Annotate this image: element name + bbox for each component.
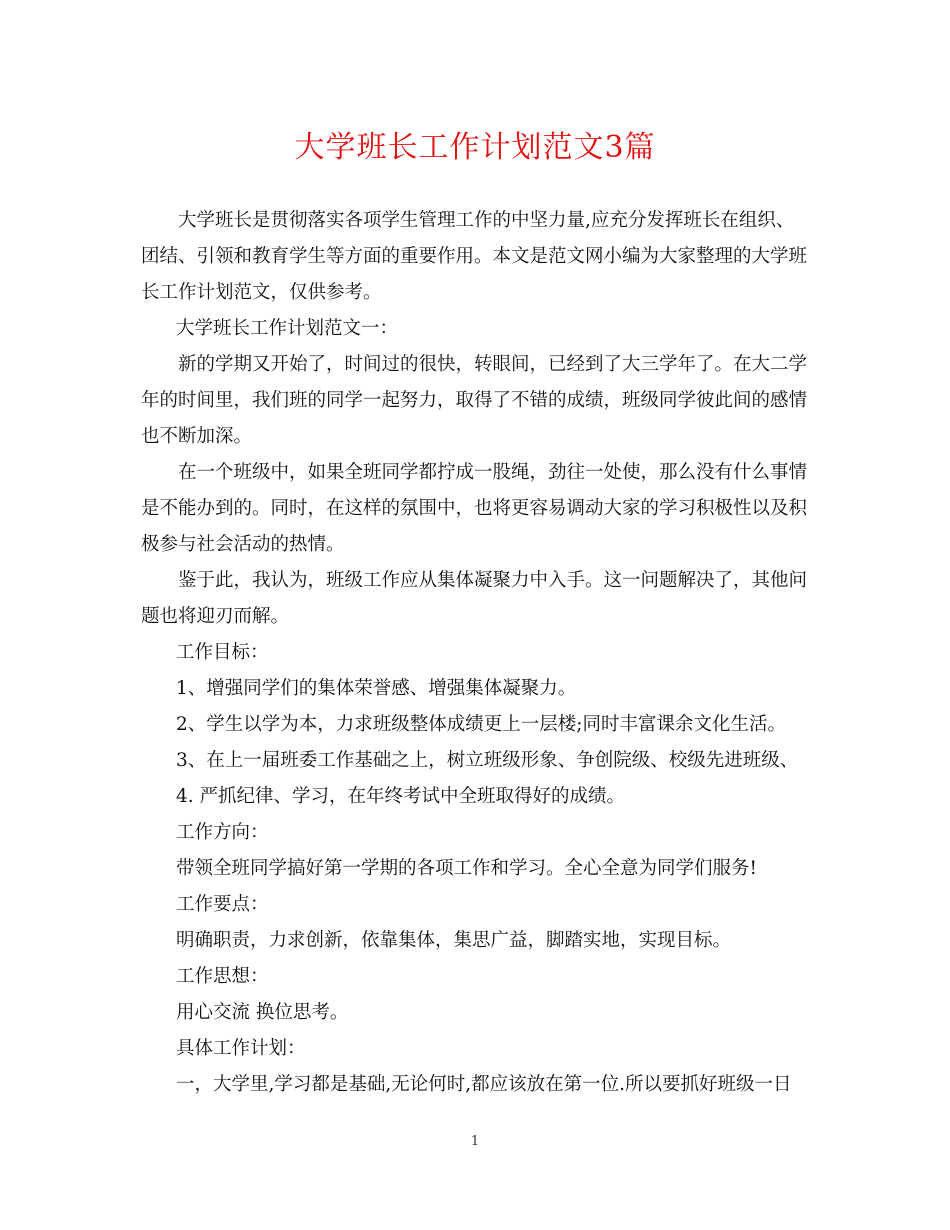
- list-item: 3、在上一届班委工作基础之上，树立班级形象、争创院级、校级先进班级、: [176, 750, 799, 771]
- document-title: 大学班长工作计划范文3篇: [294, 130, 656, 165]
- page-number: 1: [470, 1134, 480, 1149]
- paragraph: 用心交流 换位思考。: [176, 1002, 349, 1023]
- section-label-key-points: 工作要点：: [176, 894, 269, 915]
- section-label-plan: 具体工作计划：: [176, 1038, 306, 1059]
- paragraph: 明确职责，力求创新，依靠集体，集思广益，脚踏实地，实现目标。: [176, 930, 732, 951]
- paragraph: 新的学期又开始了，时间过的很快，转眼间，已经到了大三学年了。在大二学年的时间里，我们班的同学一起努力，取得了不错的成绩，班级同学彼此间的感情也不断加深。: [141, 354, 808, 447]
- list-item: 1、增强同学们的集体荣誉感、增强集体凝聚力。: [176, 678, 577, 699]
- paragraph-heading-sample-one: 大学班长工作计划范文一：: [176, 318, 399, 339]
- list-item: 2、学生以学为本，力求班级整体成绩更上一层楼;同时丰富课余文化生活。: [176, 714, 787, 735]
- paragraph: 在一个班级中，如果全班同学都拧成一股绳，劲往一处使，那么没有什么事情是不能办到的。同时，在这样的氛围中，也将更容易调动大家的学习积极性以及积极参与社会活动的热情。: [141, 462, 808, 555]
- paragraph: 鉴于此，我认为，班级工作应从集体凝聚力中入手。这一问题解决了，其他问题也将迎刃而解。: [141, 570, 808, 627]
- paragraph: 一，大学里,学习都是基础,无论何时,都应该放在第一位.所以要抓好班级一日: [176, 1074, 792, 1095]
- paragraph-intro: 大学班长是贯彻落实各项学生管理工作的中坚力量,应充分发挥班长在组织、团结、引领和教育学生等方面的重要作用。本文是范文网小编为大家整理的大学班长工作计划范文，仅供参考。: [141, 210, 808, 303]
- section-label-thinking: 工作思想：: [176, 966, 269, 987]
- section-label-goals: 工作目标：: [176, 642, 269, 663]
- list-item: 4. 严抓纪律、学习，在年终考试中全班取得好的成绩。: [176, 786, 626, 807]
- section-label-direction: 工作方向：: [176, 822, 269, 843]
- document-body: [141, 203, 809, 1103]
- paragraph: 带领全班同学搞好第一学期的各项工作和学习。全心全意为同学们服务!: [176, 858, 757, 879]
